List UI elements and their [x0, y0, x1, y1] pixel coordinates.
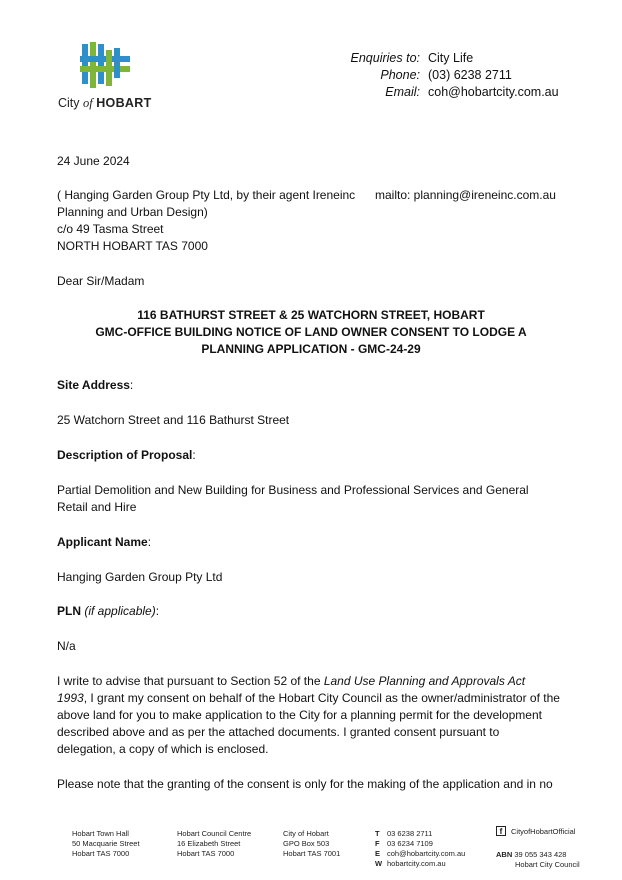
body-paragraph-1-line-4: described above and as per the attached documents. I granted consent pursuant to	[57, 725, 500, 739]
footer-contacts: T 03 6238 2711 F 03 6234 7109 E coh@hobartcity.com.au W hobartcity.com.au	[375, 829, 466, 868]
applicant-label: Applicant Name:	[57, 535, 152, 549]
logo-wordmark: City of HOBART	[58, 96, 152, 110]
footer-council-centre: Hobart Council Centre 16 Elizabeth Street Hobart TAS 7000	[177, 829, 252, 858]
site-address-value: 25 Watchorn Street and 116 Bathurst Street	[57, 413, 290, 427]
footer-abn: ABN 39 055 343 428 Hobart City Council	[496, 850, 580, 869]
email-value: coh@hobartcity.com.au	[428, 85, 559, 99]
footer-town-hall: Hobart Town Hall 50 Macquarie Street Hobart TAS 7000	[72, 829, 140, 858]
address-line-2: Planning and Urban Design)	[57, 205, 208, 219]
mailto-link[interactable]: mailto: planning@ireneinc.com.au	[375, 188, 556, 202]
subject-heading-line-2: GMC-OFFICE BUILDING NOTICE OF LAND OWNER CONSENT TO LODGE A	[95, 325, 527, 339]
salutation: Dear Sir/Madam	[57, 274, 145, 288]
body-paragraph-2: Please note that the granting of the consent is only for the making of the application and in no	[57, 777, 553, 791]
phone-value: (03) 6238 2711	[428, 68, 512, 82]
description-label: Description of Proposal:	[57, 448, 196, 462]
address-line-4: NORTH HOBART TAS 7000	[57, 239, 208, 253]
description-line-1: Partial Demolition and New Building for Business and Professional Services and General	[57, 483, 529, 497]
applicant-value: Hanging Garden Group Pty Ltd	[57, 570, 223, 584]
pln-label: PLN (if applicable):	[57, 604, 160, 618]
enquiries-label: Enquiries to:	[350, 51, 420, 65]
email-label: Email:	[385, 85, 420, 99]
footer-postal-address: City of Hobart GPO Box 503 Hobart TAS 7001	[283, 829, 341, 858]
body-paragraph-1-line-5: delegation, a copy of which is enclosed.	[57, 742, 269, 756]
address-line-1: ( Hanging Garden Group Pty Ltd, by their agent Ireneinc	[57, 188, 356, 202]
description-line-2: Retail and Hire	[57, 500, 137, 514]
site-address-label: Site Address:	[57, 378, 134, 392]
address-line-3: c/o 49 Tasma Street	[57, 222, 164, 236]
body-paragraph-1-line-1: I write to advise that pursuant to Section 52 of the Land Use Planning and Approvals Act	[57, 674, 526, 688]
subject-heading-line-3: PLANNING APPLICATION - GMC-24-29	[201, 342, 421, 356]
phone-label: Phone:	[380, 68, 420, 82]
facebook-handle[interactable]: CityofHobartOfficial	[511, 827, 576, 836]
letter-date: 24 June 2024	[57, 154, 130, 168]
pln-value: N/a	[57, 639, 76, 653]
facebook-icon[interactable]: f	[496, 826, 506, 836]
enquiries-value: City Life	[428, 51, 474, 65]
body-paragraph-1-line-2: 1993, I grant my consent on behalf of the Hobart City Council as the owner/administrator of the	[57, 691, 560, 705]
subject-heading-line-1: 116 BATHURST STREET & 25 WATCHORN STREET, HOBART	[137, 308, 485, 322]
body-paragraph-1-line-3: above land for you to make application to the City for a planning permit for the development	[57, 708, 542, 722]
